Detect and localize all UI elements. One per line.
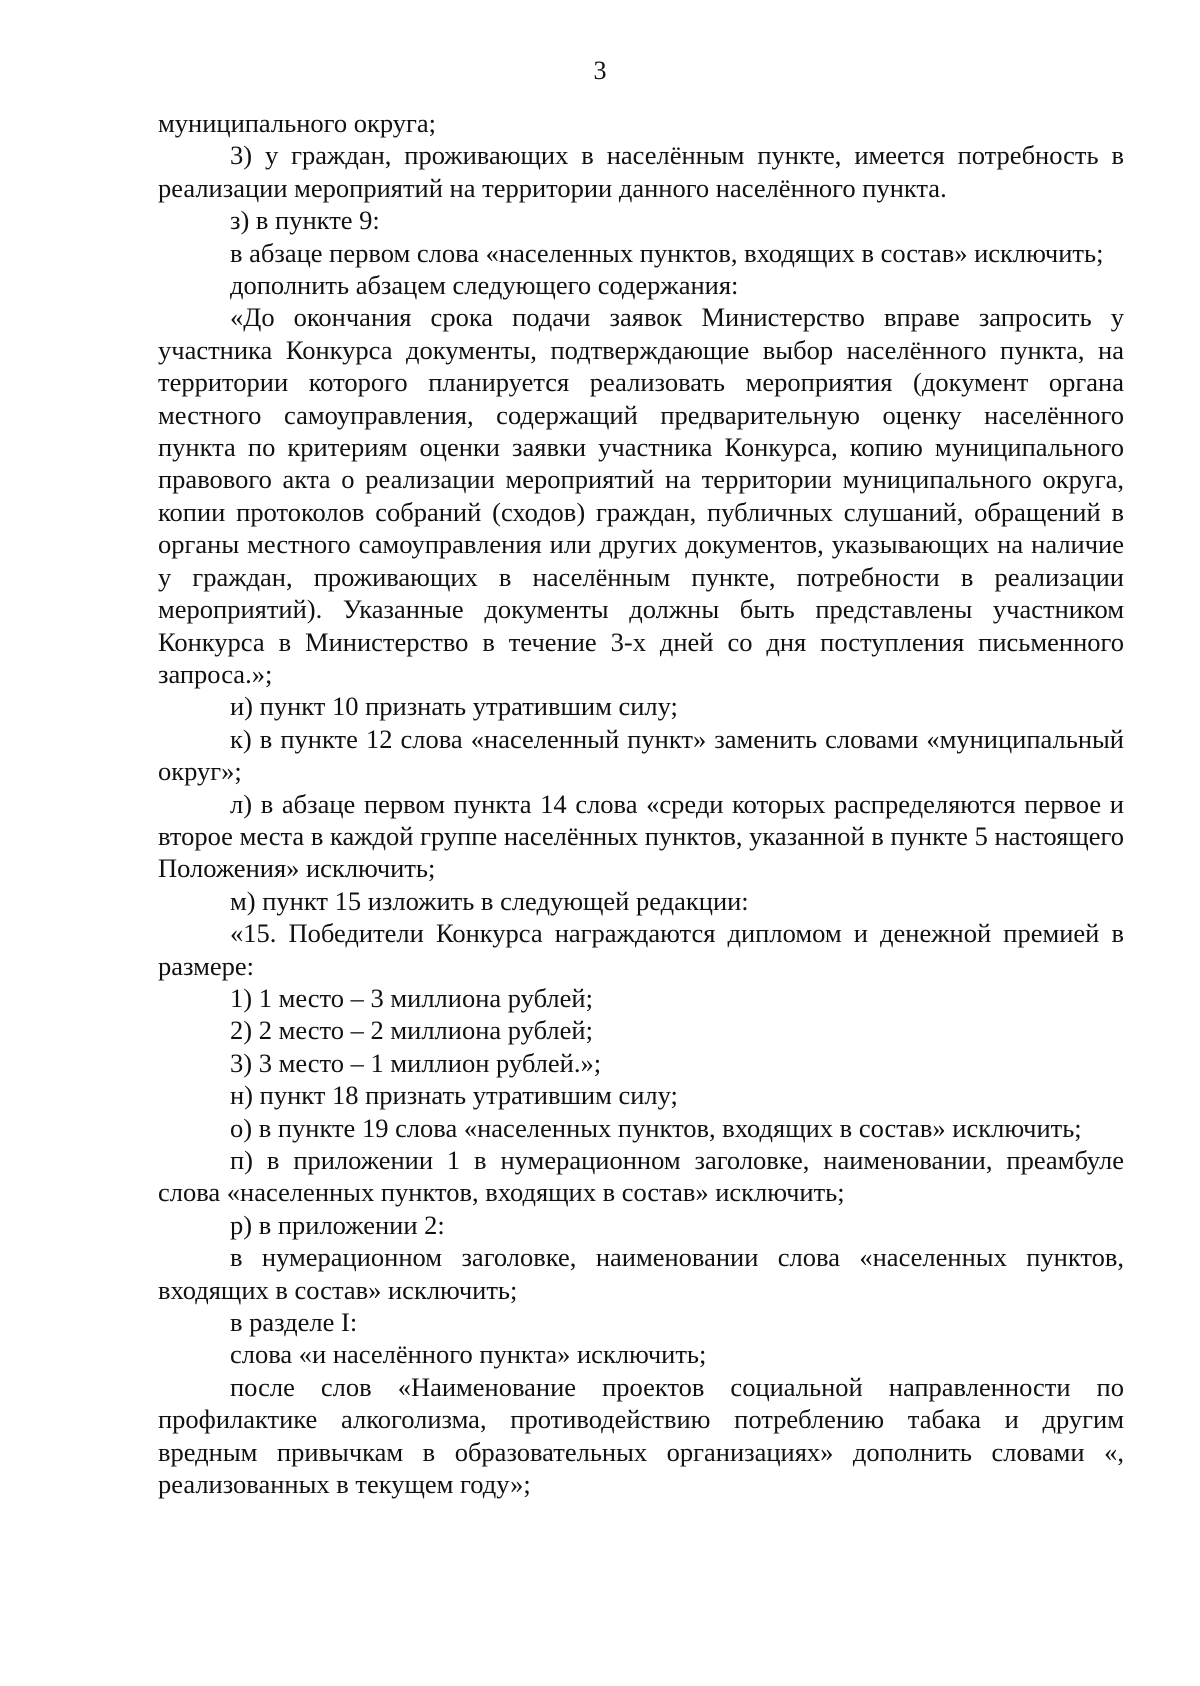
paragraph: к) в пункте 12 слова «населенный пункт» заменить словами «муниципальный округ»;	[158, 723, 1124, 787]
paragraph: з) в пункте 9:	[230, 205, 380, 236]
paragraph: после слов «Наименование проектов социальной направленности по профилактике алкоголизма, противодействию потреблению табака и другим вредным привычкам в образовательных организациях» дополнить словами «, реализованных в текущем году»;	[158, 1371, 1124, 1500]
paragraph: «15. Победители Конкурса награждаются дипломом и денежной премией в размере:	[158, 918, 1124, 981]
paragraph: р) в приложении 2:	[230, 1209, 445, 1240]
document-body	[158, 107, 1124, 1500]
paragraph: в абзаце первом слова «населенных пунктов, входящих в состав» исключить;	[230, 237, 1104, 268]
paragraph: м) пункт 15 изложить в следующей редакции:	[230, 885, 749, 916]
paragraph: в нумерационном заголовке, наименовании слова «населенных пунктов, входящих в состав» исключить;	[158, 1242, 1124, 1305]
paragraph: в разделе I:	[230, 1307, 358, 1338]
paragraph: л) в абзаце первом пункта 14 слова «среди которых распределяются первое и второе места в каждой группе населённых пунктов, указанной в пункте 5 настоящего Положения» исключить;	[158, 788, 1124, 884]
paragraph: 3) 3 место – 1 миллион рублей.»;	[230, 1047, 602, 1078]
page-number: 3	[593, 56, 607, 85]
paragraph: дополнить абзацем следующего содержания:	[230, 270, 739, 301]
paragraph: и) пункт 10 признать утратившим силу;	[230, 691, 678, 722]
paragraph: 1) 1 место – 3 миллиона рублей;	[230, 982, 593, 1013]
paragraph: н) пункт 18 признать утратившим силу;	[230, 1080, 678, 1111]
paragraph: 3) у граждан, проживающих в населённым пункте, имеется потребность в реализации мероприятий на территории данного населённого пункта.	[158, 140, 1124, 203]
paragraph: о) в пункте 19 слова «населенных пунктов, входящих в состав» исключить;	[230, 1112, 1082, 1143]
paragraph: слова «и населённого пункта» исключить;	[230, 1339, 707, 1370]
paragraph: муниципального округа;	[158, 108, 437, 138]
paragraph: 2) 2 место – 2 миллиона рублей;	[230, 1015, 593, 1046]
paragraph: п) в приложении 1 в нумерационном заголовке, наименовании, преамбуле слова «населенных пунктов, входящих в состав» исключить;	[158, 1145, 1124, 1208]
paragraph: «До окончания срока подачи заявок Министерство вправе запросить у участника Конкурса документы, подтверждающие выбор населённого пункта, на территории которого планируется реализовать мероприятия (документ органа местного самоуправления, содержащий предварительную оценку населённого пункта по критериям оценки заявки участника Конкурса, копию муниципального правового акта о реализации мероприятий на территории муниципального округа, копии протоколов собраний (сходов) граждан, публичных слушаний, обращений в органы местного самоуправления или других документов, указывающих на наличие у граждан, проживающих в населённым пункте, потребности в реализации мероприятий). Указанные документы должны быть представлены участником Конкурса в Министерство в течение 3-х дней со дня поступления письменного запроса.»;	[158, 302, 1124, 689]
